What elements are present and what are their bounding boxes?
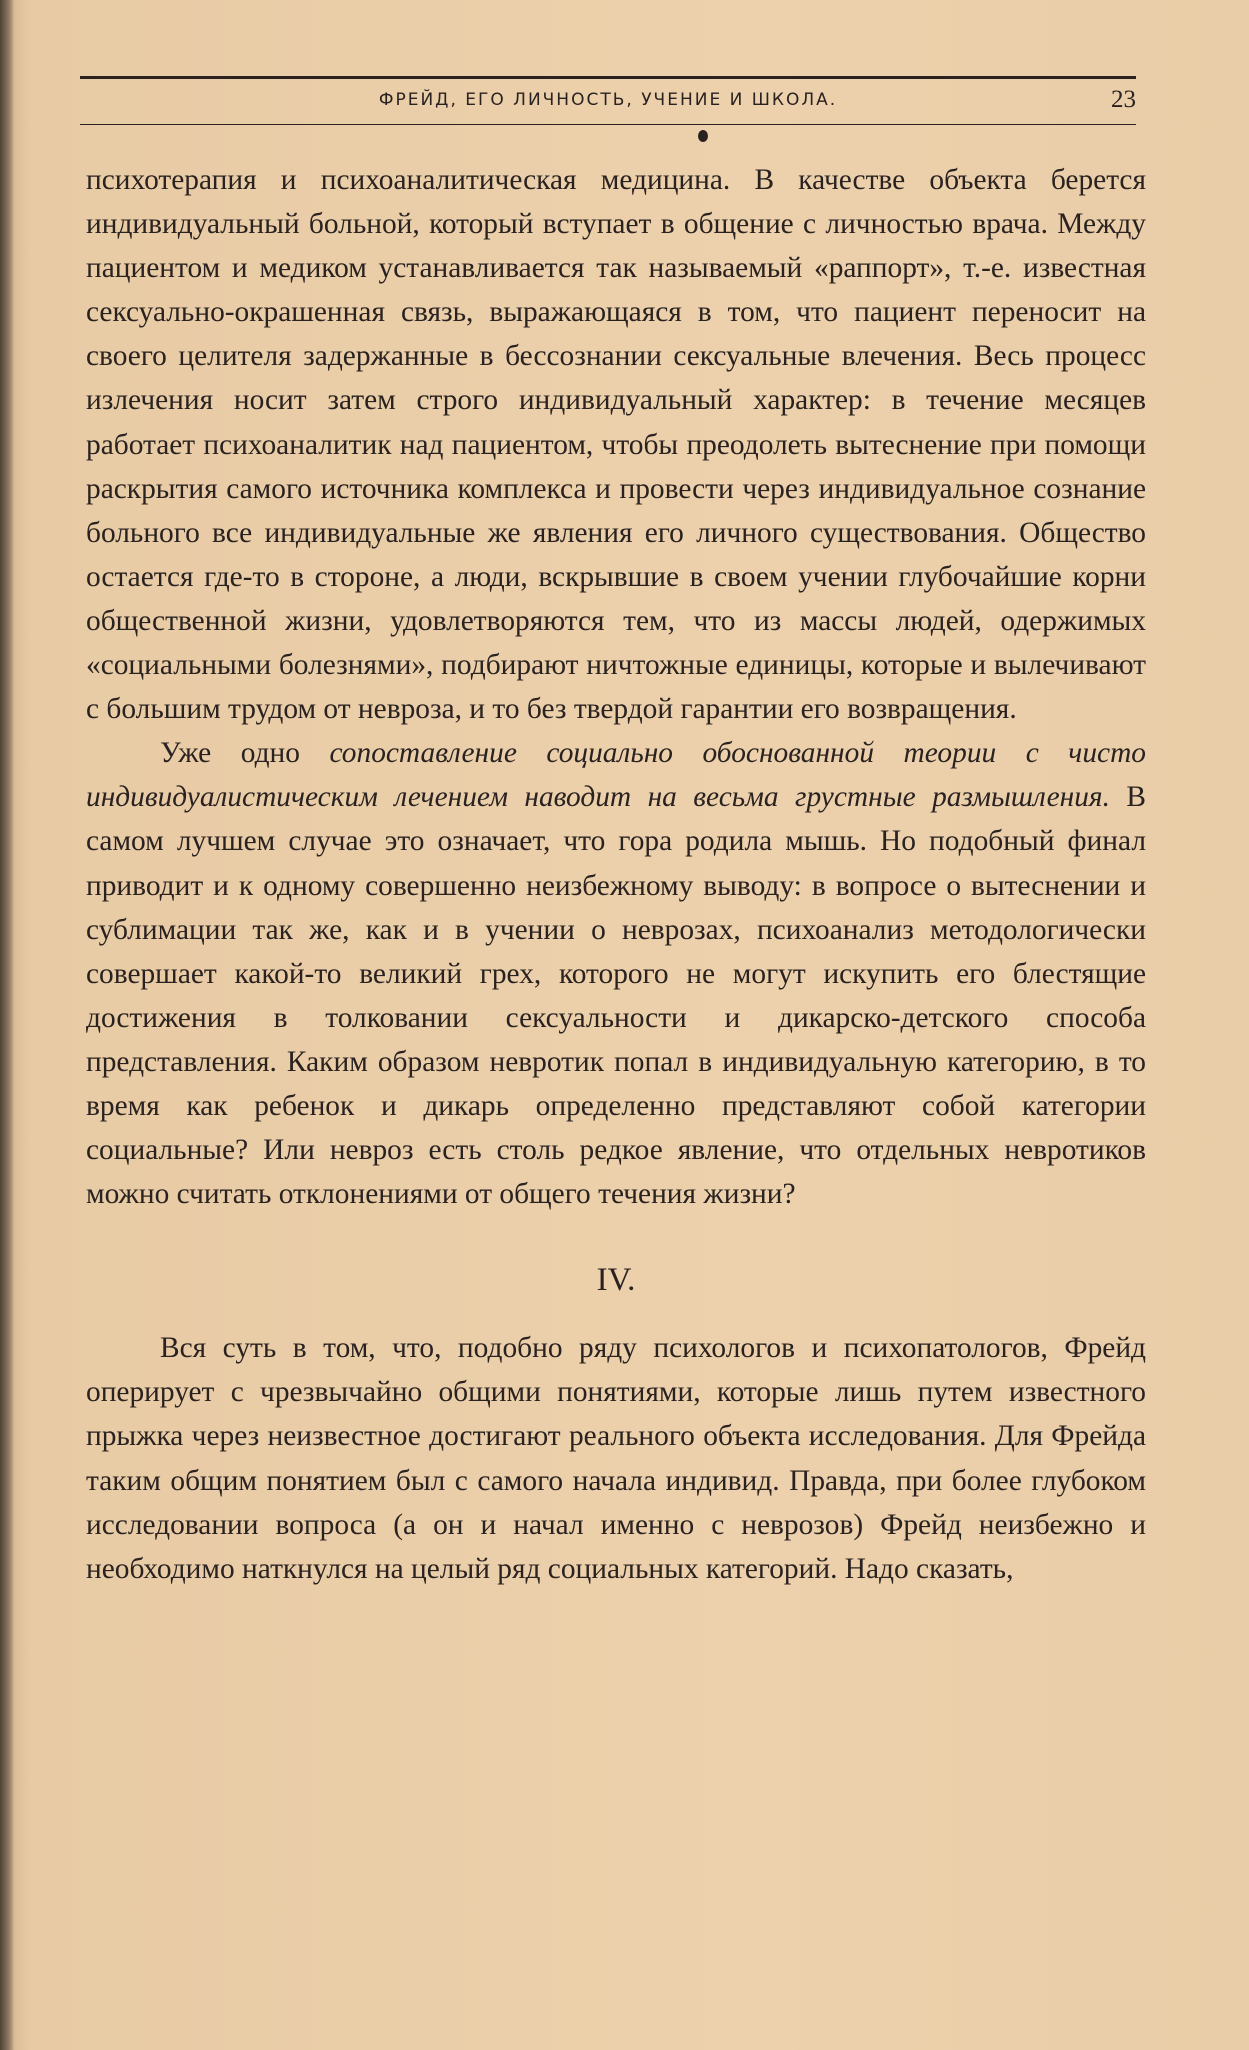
paragraph-2-emphasis: сопоставление социально обоснованной теории с чисто индивидуалистическим лечением наводит на весьма грустные размышления.: [86, 737, 1146, 814]
ink-spot: [698, 130, 708, 142]
paragraph-3: Вся суть в том, что, подобно ряду психологов и психопатологов, Фрейд оперирует с чрезвычайно общими понятиями, которые лишь путем известного прыжка через неизвестное достигают реального объекта исследования. Для Фрейда таким общим понятием был с самого начала индивид. Правда, при более глубоком исследовании вопроса (а он и начал именно с неврозов) Фрейд неизбежно и необходимо наткнулся на целый ряд социальных категорий. Надо сказать,: [86, 1332, 1146, 1585]
paragraph-2-rest: В самом лучшем случае это означает, что гора родила мышь. Но подобный финал приводит и к одному совершенно неизбежному выводу: в вопросе о вытеснении и сублимации так же, как и в учении о неврозах, психоанализ методологически совершает какой-то великий грех, которого не могут искупить его блестящие достижения в толковании сексуальности и дикарско-детского способа представления. Каким образом невротик попал в индивидуальную категорию, в то время как ребенок и дикарь определенно представляют собой категории социальные? Или невроз есть столь редкое явление, что отдельных невротиков можно считать отклонениями от общего течения жизни?: [86, 781, 1146, 1211]
paragraph-2: [86, 731, 1146, 1216]
paragraph-1: психотерапия и психоаналитическая медицина. В качестве объекта берется индивидуальный больной, который вступает в общение с личностью врача. Между пациентом и медиком устанавливается так называемый «раппорт», т.-е. известная сексуально-окрашенная связь, выражающаяся в том, что пациент переносит на своего целителя задержанные в бессознании сексуальные влечения. Весь процесс излечения носит затем строго индивидуальный характер: в течение месяцев работает психоаналитик над пациентом, чтобы преодолеть вытеснение при помощи раскрытия самого источника комплекса и провести через индивидуальное сознание больного все индивидуальные же явления его личного существования. Общество остается где-то в стороне, а люди, вскрывшие в своем учении глубочайшие корни общественной жизни, удовлетворяются тем, что из массы людей, одержимых «социальными болезнями», подбирают ничтожные единицы, которые и вылечивают с большим трудом от невроза, и то без твердой гарантии его возвращения.: [86, 164, 1146, 726]
header-top-rule: [80, 76, 1136, 79]
page-binding-shadow: [0, 0, 14, 2050]
paragraph-2-lead: Уже одно: [160, 737, 300, 770]
body-text: [86, 158, 1146, 1591]
page-number: 23: [1111, 86, 1136, 113]
running-head: [80, 88, 1136, 118]
header-bottom-rule: [80, 124, 1136, 125]
section-heading: IV.: [596, 1262, 636, 1299]
running-title: ФРЕЙД, ЕГО ЛИЧНОСТЬ, УЧЕНИЕ И ШКОЛА.: [378, 90, 838, 110]
